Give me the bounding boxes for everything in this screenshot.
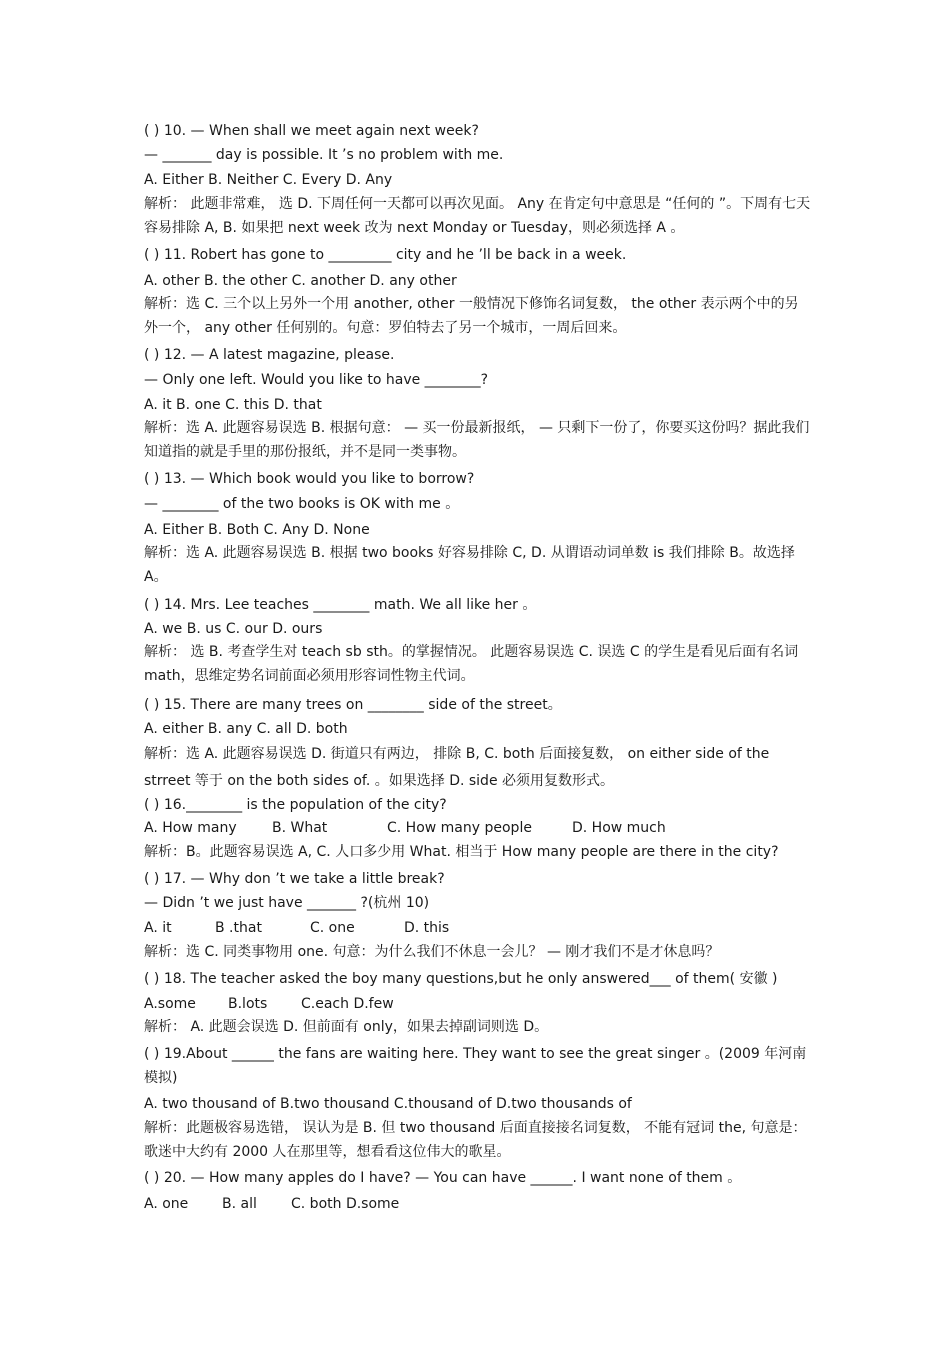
option-d: D. this [404, 920, 450, 936]
analysis-17: 解析：选 C. 同类事物用 one. 句意：为什么我们不休息一会儿？ — 刚才我们不是才休息吗？ [144, 944, 720, 960]
option-c-d: C.each D.few [301, 996, 394, 1012]
analysis-10: 解析： 此题非常难， 选 D. 下周任何一天都可以再次见面。 Any 在肯定句中意思是 “任何的 ”。下周有七天容易排除 A, B. 如果把 next week 改为 next Monday or Tuesday，则必须选择 A 。 [144, 196, 811, 236]
question-11-options: A. other B. the other C. another D. any other [144, 273, 457, 289]
question-16-options [144, 818, 812, 838]
option-c: C. How many people [387, 820, 532, 836]
question-12-options: A. it B. one C. this D. that [144, 397, 322, 413]
question-11: ( ) 11. Robert has gone to _________ city and he ’ll be back in a week. [144, 247, 627, 263]
question-13-line-2: — ________ of the two books is OK with me 。 [144, 496, 460, 512]
question-15: ( ) 15. There are many trees on ________ side of the street。 [144, 697, 562, 713]
question-13-options: A. Either B. Both C. Any D. None [144, 522, 370, 538]
analysis-11: 解析：选 C. 三个以上另外一个用 another, other 一般情况下修饰名词复数， the other 表示两个中的另外一个， any other 任何别的。句意：罗伯特去了另一个城市，一周后回来。 [144, 296, 799, 336]
option-b: B. What [272, 820, 328, 836]
analysis-18: 解析： A. 此题会误选 D. 但前面有 only，如果去掉副词则选 D。 [144, 1019, 549, 1035]
option-b: B. all [222, 1196, 257, 1212]
question-20: ( ) 20. — How many apples do I have? — You can have ______. I want none of them 。 [144, 1170, 742, 1186]
option-a: A. How many [144, 820, 237, 836]
question-18-options [144, 994, 812, 1014]
question-13: ( ) 13. — Which book would you like to borrow? [144, 471, 475, 487]
question-20-options [144, 1194, 812, 1214]
option-c-d: C. both D.some [291, 1196, 400, 1212]
question-19-options: A. two thousand of B.two thousand C.thousand of D.two thousands of [144, 1096, 632, 1112]
question-10-line-2: — _______ day is possible. It ’s no problem with me. [144, 147, 504, 163]
question-18: ( ) 18. The teacher asked the boy many questions,but he only answered___ of them( 安徽 ) [144, 971, 778, 987]
analysis-15: 解析：选 A. 此题容易误选 D. 街道只有两边， 排除 B, C. both 后面接复数， on either side of the strreet 等于 on the both sides of. 。如果选择 D. side 必须用复数形式。 [144, 746, 770, 789]
question-17-options [144, 918, 812, 938]
analysis-16: 解析：B。此题容易误选 A, C. 人口多少用 What. 相当于 How many people are there in the city? [144, 844, 779, 860]
question-17-line-2: — Didn ’t we just have _______ ?(杭州 10) [144, 895, 430, 911]
analysis-12: 解析：选 A. 此题容易误选 B. 根据句意： — 买一份最新报纸， — 只剩下一份了，你要买这份吗？据此我们知道指的就是手里的那份报纸，并不是同一类事物。 [144, 420, 810, 460]
analysis-13: 解析：选 A. 此题容易误选 B. 根据 two books 好容易排除 C, D. 从谓语动词单数 is 我们排除 B。故选择 A。 [144, 545, 795, 585]
option-a: A.some [144, 996, 196, 1012]
option-a: A. one [144, 1196, 189, 1212]
option-c: C. one [310, 920, 355, 936]
question-12: ( ) 12. — A latest magazine, please. [144, 347, 395, 363]
option-b: B.lots [228, 996, 268, 1012]
question-14-options: A. we B. us C. our D. ours [144, 621, 323, 637]
question-10-options: A. Either B. Neither C. Every D. Any [144, 172, 393, 188]
option-a: A. it [144, 920, 172, 936]
question-19: ( ) 19.About ______ the fans are waiting here. They want to see the great singer 。(2009 年河南模拟) [144, 1046, 807, 1086]
question-17: ( ) 17. — Why don ’t we take a little break? [144, 871, 445, 887]
option-b: B .that [215, 920, 262, 936]
option-d: D. How much [572, 820, 666, 836]
question-14: ( ) 14. Mrs. Lee teaches ________ math. We all like her 。 [144, 597, 537, 613]
analysis-19: 解析：此题极容易选错， 误认为是 B. 但 two thousand 后面直接接名词复数， 不能有冠词 the, 句意是：歌迷中大约有 2000 人在那里等，想看看这位伟大的歌星。 [144, 1120, 807, 1160]
question-15-options: A. either B. any C. all D. both [144, 721, 348, 737]
question-10: ( ) 10. — When shall we meet again next week? [144, 123, 479, 139]
question-16: ( ) 16.________ is the population of the city? [144, 797, 447, 813]
analysis-14: 解析： 选 B. 考查学生对 teach sb sth。的掌握情况。 此题容易误选 C. 误选 C 的学生是看见后面有名词 math，思维定势名词前面必须用形容词性物主代词。 [144, 644, 799, 684]
question-12-line-2: — Only one left. Would you like to have ________? [144, 372, 489, 388]
